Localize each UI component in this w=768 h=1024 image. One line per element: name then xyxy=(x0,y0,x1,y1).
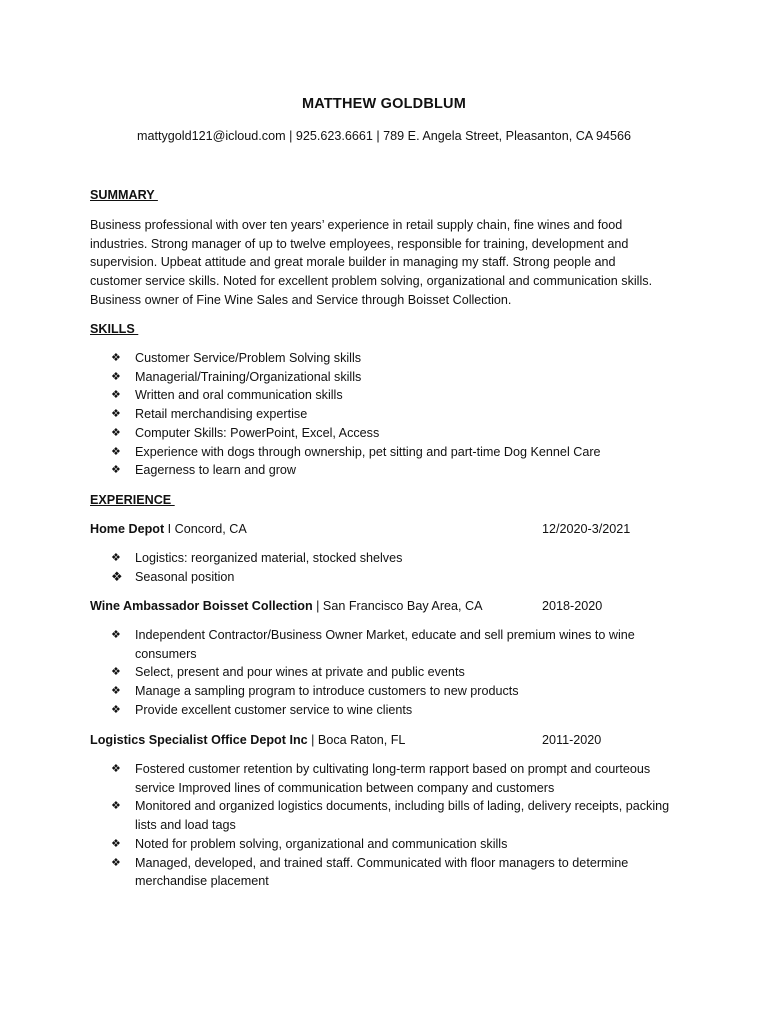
diamond-bullet-icon: ❖ xyxy=(111,426,121,439)
list-item: ❖ Logistics: reorganized material, stocked shelves xyxy=(0,549,680,568)
diamond-bullet-icon: ❖ xyxy=(111,445,121,458)
summary-heading: SUMMARY xyxy=(90,188,158,202)
diamond-bullet-icon: ❖ xyxy=(111,666,121,679)
skills-list xyxy=(0,349,680,480)
list-item: ❖ Provide excellent customer service to wine clients xyxy=(0,701,680,720)
job-company: Logistics Specialist Office Depot Inc xyxy=(90,733,308,747)
summary-paragraph xyxy=(90,216,680,310)
list-item: ❖ Manage a sampling program to introduce customers to new products xyxy=(0,682,680,701)
job-dates: 2011-2020 xyxy=(542,733,602,747)
list-item: ❖ Seasonal position xyxy=(0,568,680,587)
diamond-bullet-icon: ❖ xyxy=(111,685,121,698)
experience-heading: EXPERIENCE xyxy=(90,493,175,507)
job-title-line xyxy=(90,520,650,539)
list-item: ❖ Retail merchandising expertise xyxy=(0,405,680,424)
job-title-line xyxy=(90,597,650,616)
diamond-bullet-icon: ❖ xyxy=(111,763,121,775)
list-item: ❖ Experience with dogs through ownership, pet sitting and part-time Dog Kennel Care xyxy=(0,443,680,462)
list-item: ❖ Noted for problem solving, organizational and communication skills xyxy=(0,835,680,854)
diamond-bullet-icon: ❖ xyxy=(111,703,121,716)
list-item: ❖ Select, present and pour wines at private and public events xyxy=(0,663,680,682)
job-bullets xyxy=(0,760,680,891)
list-item: ❖ Customer Service/Problem Solving skills xyxy=(0,349,680,368)
job-title-line xyxy=(90,731,650,750)
job-company: Wine Ambassador Boisset Collection xyxy=(90,599,313,613)
diamond-bullet-icon: ❖ xyxy=(111,352,121,364)
diamond-bullet-icon: ❖ xyxy=(111,837,121,850)
job-bullets xyxy=(0,626,680,720)
job-location: | San Francisco Bay Area, CA xyxy=(312,599,483,613)
summary-line: customer service skills. Noted for excellent problem solving, organizational and communication skills. xyxy=(90,274,653,289)
diamond-bullet-icon: ❖ xyxy=(111,800,121,813)
diamond-bullet-icon: ❖ xyxy=(111,629,121,641)
skills-heading: SKILLS xyxy=(90,322,139,336)
contact-line: mattygold121@icloud.com | 925.623.6661 | 789 E. Angela Street, Pleasanton, CA 94566 xyxy=(136,129,632,143)
list-item: ❖ Monitored and organized logistics documents, including bills of lading, delivery receipts, packing lists and load tags xyxy=(111,799,670,833)
job-dates: 12/2020-3/2021 xyxy=(542,522,631,536)
summary-line: Business professional with over ten years’ experience in retail supply chain, fine wines and food xyxy=(90,218,623,232)
list-item: ❖ Written and oral communication skills xyxy=(0,386,680,405)
list-item: ❖ Managerial/Training/Organizational skills xyxy=(0,368,680,387)
candidate-name: MATTHEW GOLDBLUM xyxy=(301,96,466,112)
diamond-bullet-icon: ❖ xyxy=(111,408,121,421)
job-bullets xyxy=(0,549,680,586)
job-location: | Boca Raton, FL xyxy=(307,733,406,747)
list-item: ❖ Computer Skills: PowerPoint, Excel, Access xyxy=(0,424,680,443)
diamond-bullet-icon: ❖ xyxy=(111,552,121,564)
list-item: ❖ Eagerness to learn and grow xyxy=(0,461,680,480)
list-item: ❖ Independent Contractor/Business Owner Market, educate and sell premium wines to wine consumers xyxy=(111,628,635,661)
list-item: ❖ Fostered customer retention by cultivating long-term rapport based on prompt and courteous service Improved lines of communication between company and customers xyxy=(111,762,651,795)
job-company: Home Depot xyxy=(90,522,165,536)
diamond-bullet-icon: ❖ xyxy=(111,370,121,383)
solid-diamond-bullet-icon: ❖ xyxy=(111,568,123,584)
job-location: I Concord, CA xyxy=(164,522,247,536)
diamond-bullet-icon: ❖ xyxy=(111,856,121,869)
list-item: ❖ Managed, developed, and trained staff. Communicated with floor managers to determine merchandise placement xyxy=(111,855,629,889)
job-dates: 2018-2020 xyxy=(542,599,603,613)
diamond-bullet-icon: ❖ xyxy=(111,389,121,402)
summary-line: supervision. Upbeat attitude and great morale builder in managing my staff. Strong people and xyxy=(90,255,616,270)
summary-line: industries. Strong manager of up to twelve employees, responsible for training, development and xyxy=(90,236,629,251)
summary-line: Business owner of Fine Wine Sales and Service through Boisset Collection. xyxy=(90,292,512,307)
diamond-bullet-icon: ❖ xyxy=(111,464,121,477)
